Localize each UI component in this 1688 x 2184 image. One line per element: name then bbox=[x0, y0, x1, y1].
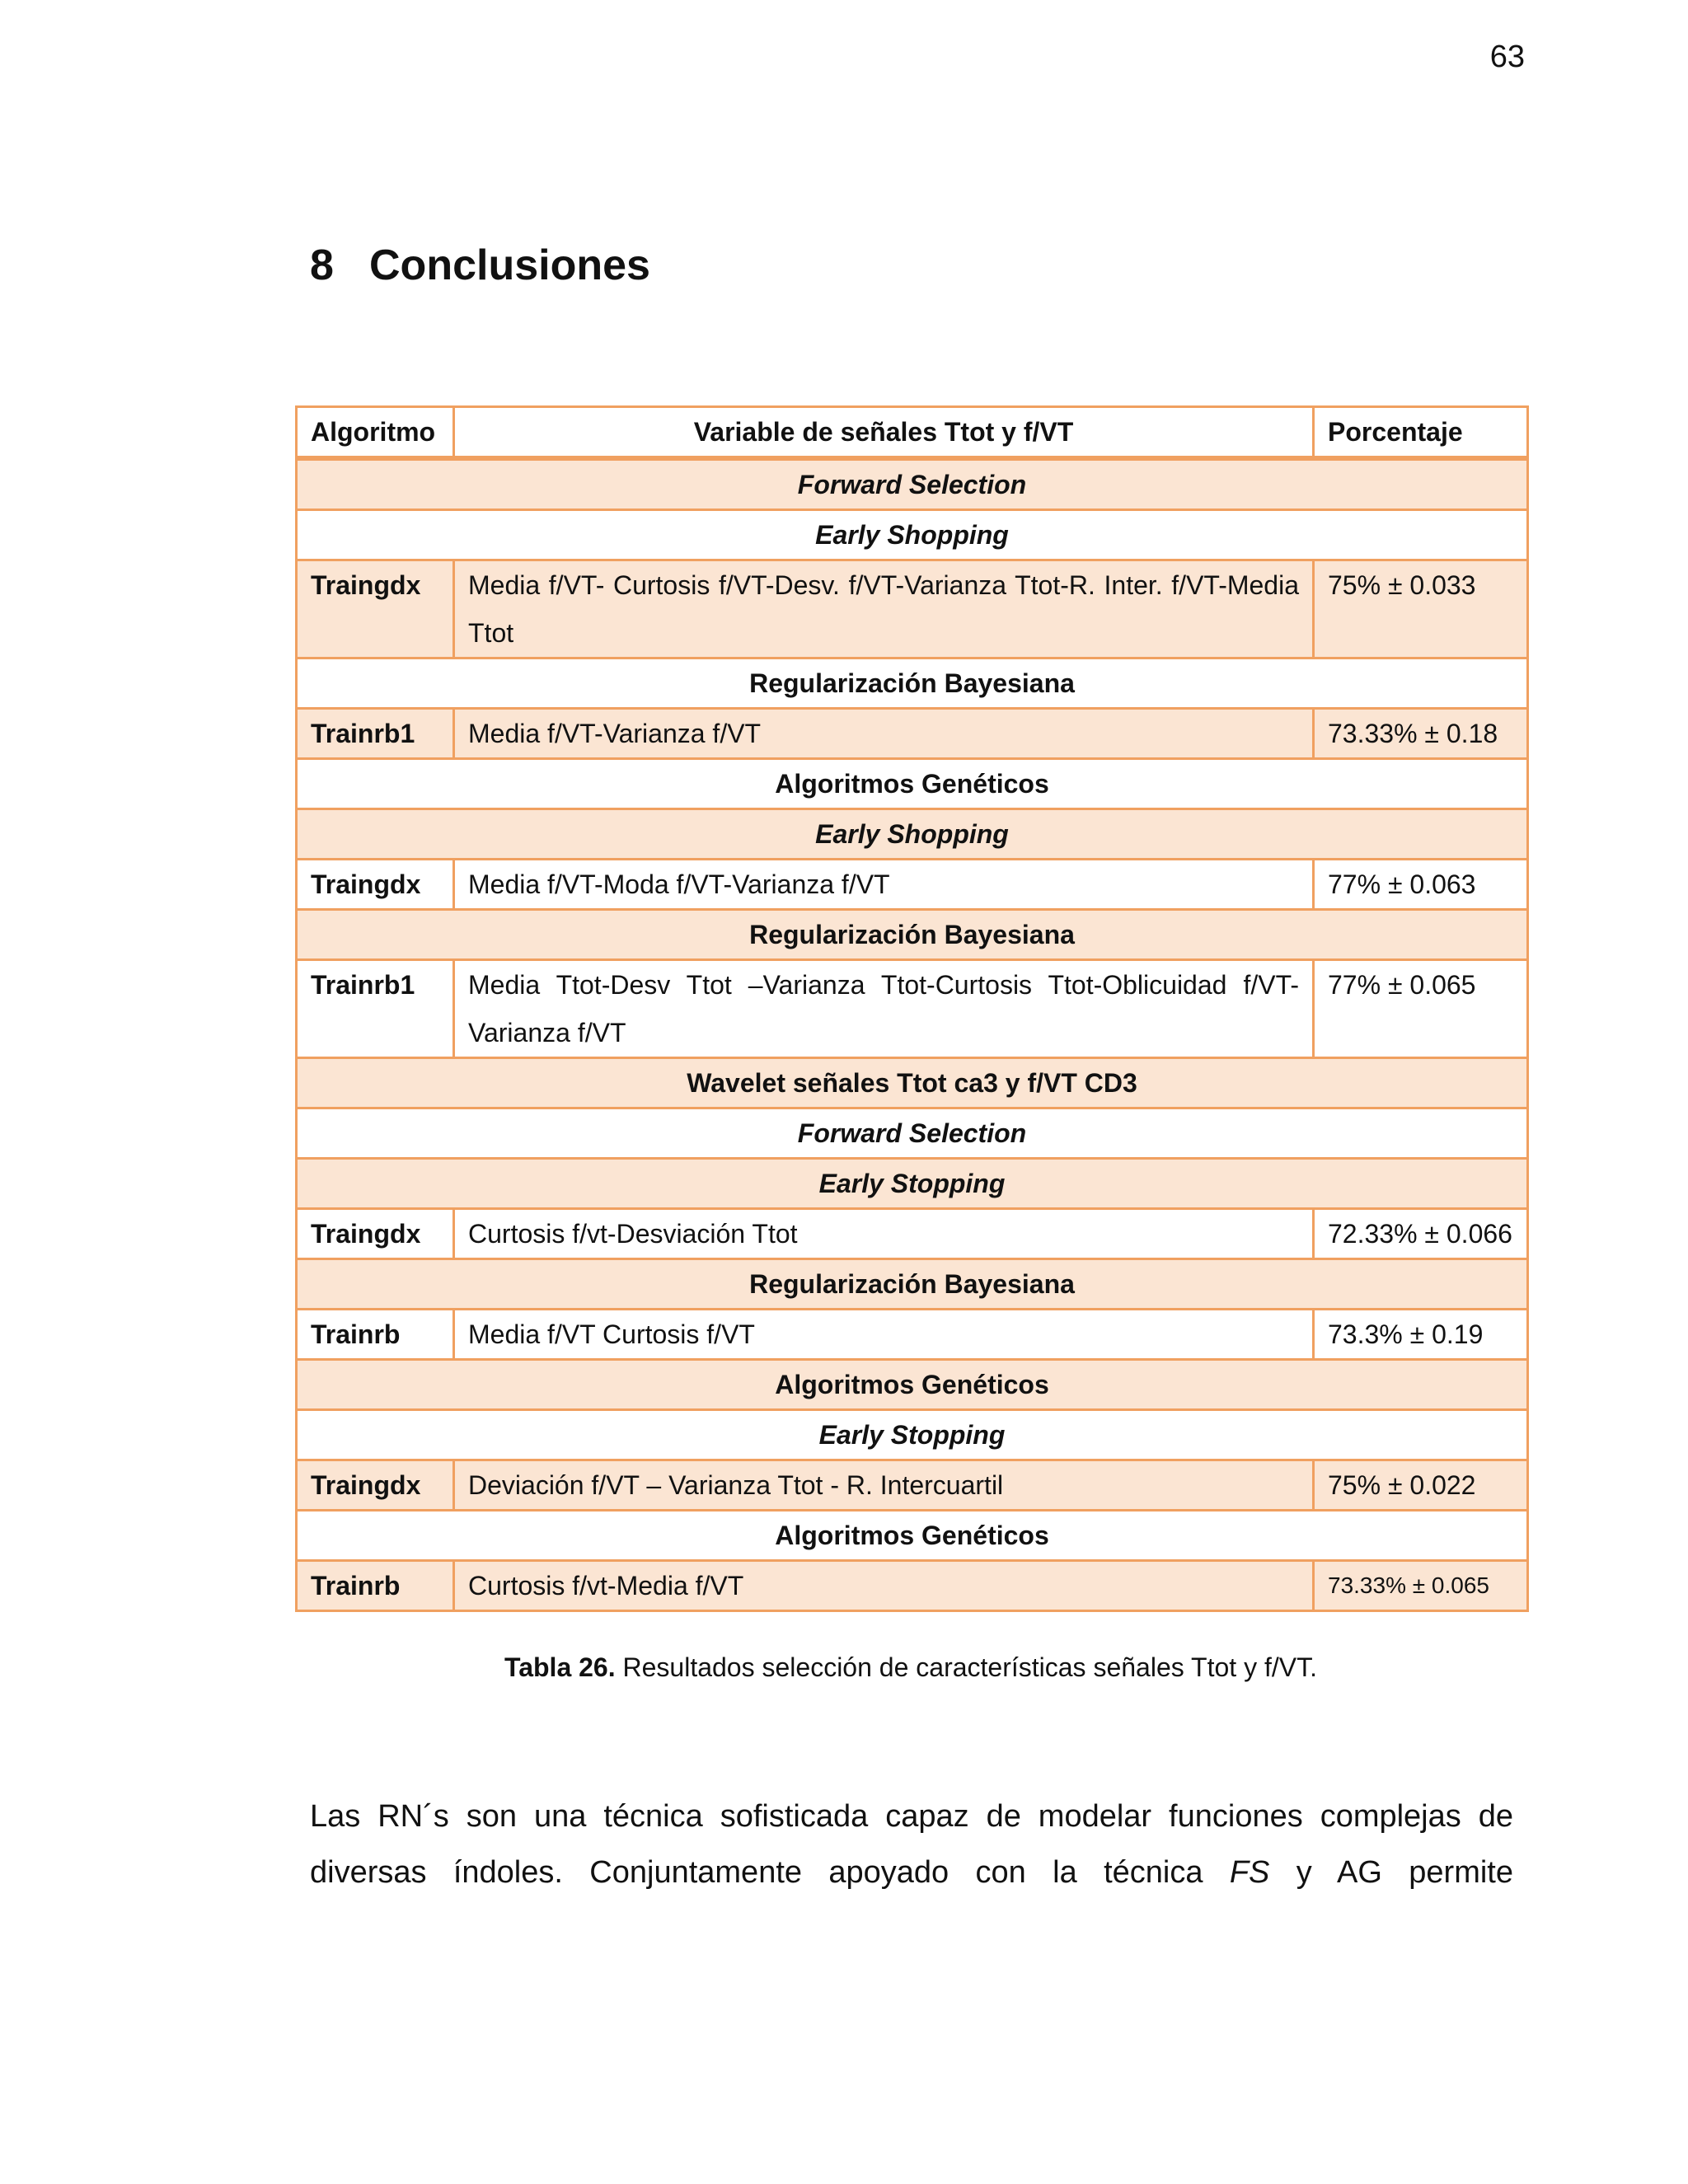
results-table bbox=[295, 405, 1529, 1612]
variable-cell: Curtosis f/vt-Desviación Ttot bbox=[454, 1209, 1314, 1259]
section-label: Early Stopping bbox=[297, 1410, 1528, 1460]
variable-cell: Media f/VT Curtosis f/VT bbox=[454, 1310, 1314, 1360]
section-label: Forward Selection bbox=[297, 1108, 1528, 1159]
variable-cell: Deviación f/VT – Varianza Ttot - R. Intercuartil bbox=[454, 1460, 1314, 1511]
header-variable: Variable de señales Ttot y f/VT bbox=[454, 407, 1314, 459]
section-label: Early Shopping bbox=[297, 809, 1528, 860]
section-label: Regularización Bayesiana bbox=[297, 1259, 1528, 1310]
table-section-row bbox=[297, 1511, 1528, 1561]
algorithm-cell: Trainrb1 bbox=[297, 709, 454, 759]
section-label: Regularización Bayesiana bbox=[297, 910, 1528, 960]
chapter-title: Conclusiones bbox=[369, 241, 650, 289]
table-row bbox=[297, 1209, 1528, 1259]
paragraph-emphasis: FS bbox=[1229, 1855, 1270, 1890]
table-caption bbox=[295, 1652, 1526, 1683]
body-paragraph bbox=[310, 1788, 1513, 1900]
table-section-row bbox=[297, 759, 1528, 809]
algorithm-cell: Traingdx bbox=[297, 560, 454, 658]
table-header-row bbox=[297, 407, 1528, 459]
section-label: Forward Selection bbox=[297, 458, 1528, 510]
section-label: Regularización Bayesiana bbox=[297, 658, 1528, 709]
percentage-cell: 73.33% ± 0.065 bbox=[1314, 1561, 1528, 1611]
table-section-row bbox=[297, 658, 1528, 709]
algorithm-cell: Traingdx bbox=[297, 860, 454, 910]
table-row bbox=[297, 709, 1528, 759]
paragraph-text: Las RN´s son una técnica sofisticada capaz de modelar funciones complejas de diversas índoles. Conjuntamente apoyado con la técnica bbox=[310, 1799, 1513, 1890]
section-label: Early Shopping bbox=[297, 510, 1528, 560]
percentage-cell: 72.33% ± 0.066 bbox=[1314, 1209, 1528, 1259]
table-section-row bbox=[297, 1360, 1528, 1410]
table-row bbox=[297, 960, 1528, 1058]
table-row bbox=[297, 1310, 1528, 1360]
table-section-row bbox=[297, 1108, 1528, 1159]
table-row bbox=[297, 1460, 1528, 1511]
caption-label: Tabla 26. bbox=[504, 1652, 616, 1682]
table-section-row bbox=[297, 1159, 1528, 1209]
variable-cell: Curtosis f/vt-Media f/VT bbox=[454, 1561, 1314, 1611]
percentage-cell: 73.3% ± 0.19 bbox=[1314, 1310, 1528, 1360]
variable-cell: Media f/VT-Varianza f/VT bbox=[454, 709, 1314, 759]
header-algorithm: Algoritmo bbox=[297, 407, 454, 459]
percentage-cell: 77% ± 0.063 bbox=[1314, 860, 1528, 910]
table-section-row bbox=[297, 809, 1528, 860]
variable-cell: Media f/VT- Curtosis f/VT-Desv. f/VT-Varianza Ttot-R. Inter. f/VT-Media Ttot bbox=[454, 560, 1314, 658]
percentage-cell: 75% ± 0.022 bbox=[1314, 1460, 1528, 1511]
table-section-row bbox=[297, 1058, 1528, 1108]
percentage-cell: 73.33% ± 0.18 bbox=[1314, 709, 1528, 759]
chapter-number: 8 bbox=[310, 241, 334, 289]
variable-cell: Media f/VT-Moda f/VT-Varianza f/VT bbox=[454, 860, 1314, 910]
algorithm-cell: Trainrb bbox=[297, 1310, 454, 1360]
table-section-row bbox=[297, 510, 1528, 560]
table-section-row bbox=[297, 910, 1528, 960]
algorithm-cell: Traingdx bbox=[297, 1209, 454, 1259]
algorithm-cell: Trainrb1 bbox=[297, 960, 454, 1058]
page-number: 63 bbox=[1489, 40, 1525, 74]
table-row bbox=[297, 560, 1528, 658]
section-label: Algoritmos Genéticos bbox=[297, 759, 1528, 809]
table-section-row bbox=[297, 1410, 1528, 1460]
table-section-row bbox=[297, 458, 1528, 510]
caption-text: Resultados selección de características señales Ttot y f/VT. bbox=[615, 1652, 1317, 1682]
table-section-row bbox=[297, 1259, 1528, 1310]
header-percentage: Porcentaje bbox=[1314, 407, 1528, 459]
algorithm-cell: Traingdx bbox=[297, 1460, 454, 1511]
paragraph-text-end: y AG permite bbox=[1269, 1855, 1513, 1890]
table-row bbox=[297, 860, 1528, 910]
section-label: Early Stopping bbox=[297, 1159, 1528, 1209]
section-label: Algoritmos Genéticos bbox=[297, 1360, 1528, 1410]
algorithm-cell: Trainrb bbox=[297, 1561, 454, 1611]
table-row bbox=[297, 1561, 1528, 1611]
chapter-heading bbox=[310, 241, 650, 290]
variable-cell: Media Ttot-Desv Ttot –Varianza Ttot-Curtosis Ttot-Oblicuidad f/VT-Varianza f/VT bbox=[454, 960, 1314, 1058]
percentage-cell: 75% ± 0.033 bbox=[1314, 560, 1528, 658]
percentage-cell: 77% ± 0.065 bbox=[1314, 960, 1528, 1058]
section-label: Wavelet señales Ttot ca3 y f/VT CD3 bbox=[297, 1058, 1528, 1108]
table-body bbox=[297, 458, 1528, 1611]
section-label: Algoritmos Genéticos bbox=[297, 1511, 1528, 1561]
